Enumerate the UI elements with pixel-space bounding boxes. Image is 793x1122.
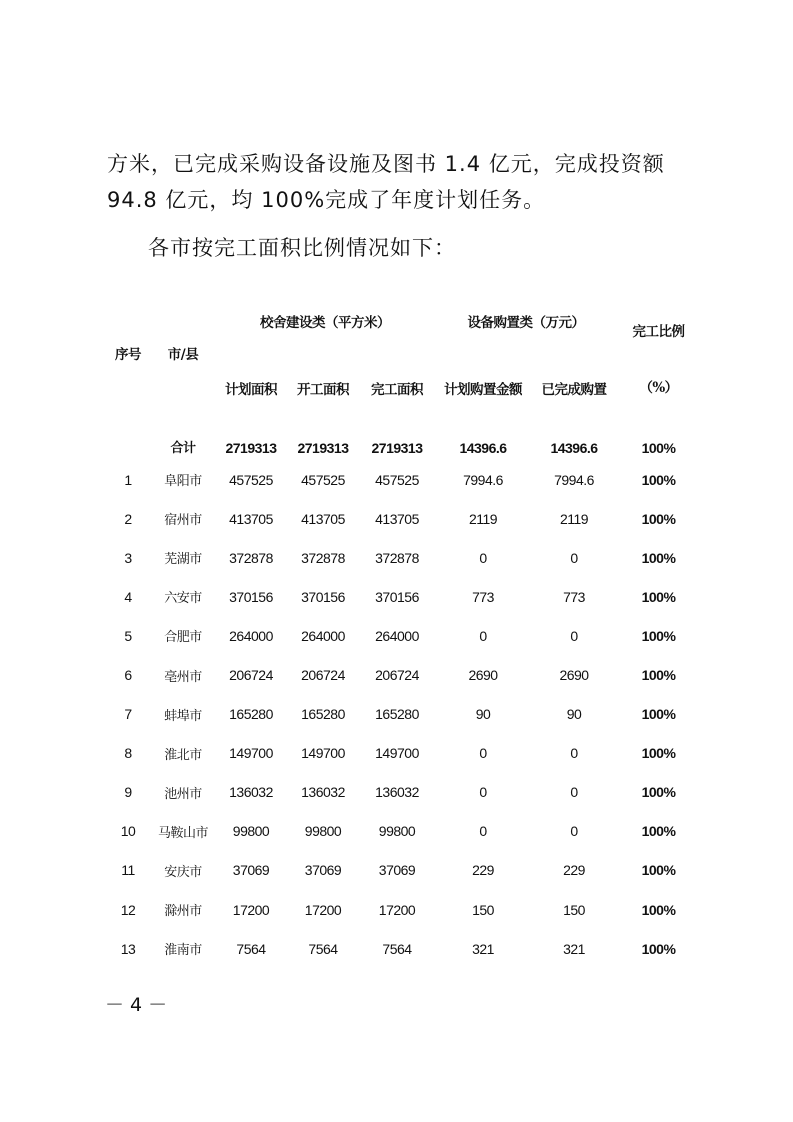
total-label: 合计 <box>170 441 196 456</box>
header-completed-area: 完工面积 <box>371 382 423 398</box>
row-ratio: 100% <box>641 784 676 801</box>
row-planned-area: 136032 <box>229 784 273 801</box>
row-planned-area: 37069 <box>232 862 270 879</box>
row-planned-purchase: 0 <box>479 549 487 566</box>
row-completed-area: 457525 <box>375 471 419 488</box>
row-completed-purchase: 0 <box>570 627 578 644</box>
header-city: 市/县 <box>167 347 199 363</box>
row-completed-purchase: 2690 <box>559 667 589 684</box>
row-completed-area: 264000 <box>375 627 419 644</box>
row-seq: 4 <box>124 588 132 605</box>
header-completed-purchase: 已完成购置 <box>541 382 607 398</box>
row-planned-purchase: 150 <box>472 901 494 918</box>
row-ratio: 100% <box>641 940 676 957</box>
row-ratio: 100% <box>641 588 676 605</box>
row-completed-purchase: 7994.6 <box>554 471 594 488</box>
row-planned-purchase: 2119 <box>468 510 498 527</box>
row-ratio: 100% <box>641 745 676 762</box>
row-started-area: 7564 <box>308 940 338 957</box>
row-seq: 12 <box>120 901 136 918</box>
row-completed-area: 370156 <box>375 588 419 605</box>
row-ratio: 100% <box>641 901 676 918</box>
table-row <box>105 734 700 773</box>
row-completed-purchase: 150 <box>563 901 585 918</box>
row-planned-area: 7564 <box>236 940 266 957</box>
row-started-area: 136032 <box>301 784 345 801</box>
row-planned-area: 370156 <box>229 588 273 605</box>
header-group-equipment: 设备购置类（万元） <box>467 315 585 331</box>
row-completed-area: 413705 <box>375 510 419 527</box>
table-row <box>105 812 700 851</box>
row-completed-area: 37069 <box>378 862 416 879</box>
table-row <box>105 577 700 616</box>
row-started-area: 413705 <box>301 510 345 527</box>
row-completed-area: 206724 <box>375 667 419 684</box>
row-completed-purchase: 229 <box>563 862 585 879</box>
row-city: 淮北市 <box>164 747 202 763</box>
row-city: 芜湖市 <box>164 552 202 568</box>
table-row <box>105 890 700 929</box>
row-planned-purchase: 7994.6 <box>463 471 503 488</box>
total-ratio: 100% <box>641 440 676 456</box>
row-planned-area: 165280 <box>229 706 273 723</box>
row-city: 六安市 <box>164 591 202 607</box>
city-completion-table <box>105 300 700 968</box>
row-planned-purchase: 0 <box>479 823 487 840</box>
row-city: 淮南市 <box>164 943 202 959</box>
row-ratio: 100% <box>641 667 676 684</box>
row-completed-purchase: 0 <box>570 823 578 840</box>
row-started-area: 457525 <box>301 471 345 488</box>
row-seq: 9 <box>124 784 132 801</box>
row-planned-purchase: 321 <box>472 940 494 957</box>
body-paragraph-investment: 方米，已完成采购设备设施及图书 1.4 亿元，完成投资额 94.8 亿元，均 100%完成了年度计划任务。 <box>107 152 665 212</box>
header-ratio-line2: （%） <box>639 380 678 396</box>
table-row <box>105 499 700 538</box>
row-planned-area: 372878 <box>229 549 273 566</box>
row-started-area: 206724 <box>301 667 345 684</box>
table-row <box>105 460 700 499</box>
table-header-row-group <box>105 300 700 342</box>
body-paragraph-table-intro: 各市按完工面积比例情况如下： <box>148 236 456 260</box>
row-ratio: 100% <box>641 823 676 840</box>
row-planned-purchase: 0 <box>479 745 487 762</box>
row-city: 阜阳市 <box>164 474 202 490</box>
row-completed-area: 149700 <box>375 745 419 762</box>
row-planned-purchase: 0 <box>479 627 487 644</box>
row-planned-purchase: 0 <box>479 784 487 801</box>
row-planned-area: 149700 <box>229 745 273 762</box>
row-seq: 13 <box>120 940 136 957</box>
row-seq: 10 <box>120 823 136 840</box>
row-city: 合肥市 <box>164 630 202 646</box>
table-row <box>105 616 700 655</box>
row-city: 宿州市 <box>164 513 202 529</box>
row-planned-area: 264000 <box>229 627 273 644</box>
row-city: 马鞍山市 <box>157 825 208 841</box>
header-seq: 序号 <box>115 347 141 363</box>
row-completed-purchase: 90 <box>566 706 582 723</box>
total-started-area: 2719313 <box>297 440 349 456</box>
table-row <box>105 773 700 812</box>
header-planned-purchase: 计划购置金额 <box>444 382 523 398</box>
total-seq <box>105 406 151 460</box>
row-ratio: 100% <box>641 706 676 723</box>
row-completed-area: 165280 <box>375 706 419 723</box>
row-planned-area: 206724 <box>229 667 273 684</box>
row-started-area: 370156 <box>301 588 345 605</box>
row-ratio: 100% <box>641 471 676 488</box>
table-row-total <box>105 406 700 460</box>
row-city: 安庆市 <box>164 864 202 880</box>
row-completed-purchase: 2119 <box>559 510 589 527</box>
row-completed-purchase: 0 <box>570 784 578 801</box>
row-ratio: 100% <box>641 627 676 644</box>
row-planned-purchase: 2690 <box>468 667 498 684</box>
row-planned-purchase: 229 <box>472 862 494 879</box>
total-completed-purchase: 14396.6 <box>550 440 598 456</box>
header-started-area: 开工面积 <box>297 382 349 398</box>
row-seq: 2 <box>124 510 132 527</box>
row-city: 亳州市 <box>164 669 202 685</box>
row-started-area: 99800 <box>304 823 342 840</box>
row-completed-purchase: 0 <box>570 745 578 762</box>
row-completed-area: 136032 <box>375 784 419 801</box>
row-planned-area: 457525 <box>229 471 273 488</box>
total-completed-area: 2719313 <box>371 440 423 456</box>
row-ratio: 100% <box>641 549 676 566</box>
row-city: 池州市 <box>164 786 202 802</box>
row-started-area: 17200 <box>304 901 342 918</box>
row-completed-area: 99800 <box>378 823 416 840</box>
table-row <box>105 655 700 694</box>
row-planned-purchase: 90 <box>475 706 491 723</box>
page-number: － 4 － <box>105 994 168 1016</box>
row-completed-area: 7564 <box>382 940 412 957</box>
row-city: 蚌埠市 <box>164 708 202 724</box>
header-planned-area: 计划面积 <box>225 382 277 398</box>
table-row <box>105 695 700 734</box>
table-row <box>105 929 700 968</box>
row-seq: 5 <box>124 627 132 644</box>
row-seq: 7 <box>124 706 132 723</box>
table-row <box>105 851 700 890</box>
row-seq: 1 <box>124 471 132 488</box>
row-ratio: 100% <box>641 510 676 527</box>
row-completed-area: 17200 <box>378 901 416 918</box>
row-completed-purchase: 773 <box>563 588 585 605</box>
row-started-area: 372878 <box>301 549 345 566</box>
row-planned-area: 99800 <box>232 823 270 840</box>
row-planned-area: 413705 <box>229 510 273 527</box>
row-completed-purchase: 321 <box>563 940 585 957</box>
header-ratio-line1: 完工比例 <box>632 324 685 340</box>
row-seq: 3 <box>124 549 132 566</box>
row-started-area: 149700 <box>301 745 345 762</box>
header-group-building: 校舍建设类（平方米） <box>260 315 390 331</box>
table-row <box>105 538 700 577</box>
total-planned-purchase: 14396.6 <box>459 440 507 456</box>
row-started-area: 165280 <box>301 706 345 723</box>
row-planned-area: 17200 <box>232 901 270 918</box>
row-seq: 8 <box>124 745 132 762</box>
row-started-area: 264000 <box>301 627 345 644</box>
row-planned-purchase: 773 <box>472 588 494 605</box>
row-completed-purchase: 0 <box>570 549 578 566</box>
total-planned-area: 2719313 <box>225 440 277 456</box>
row-started-area: 37069 <box>304 862 342 879</box>
row-city: 滁州市 <box>164 904 202 920</box>
row-ratio: 100% <box>641 862 676 879</box>
row-completed-area: 372878 <box>375 549 419 566</box>
row-seq: 11 <box>121 862 135 879</box>
row-seq: 6 <box>124 667 132 684</box>
